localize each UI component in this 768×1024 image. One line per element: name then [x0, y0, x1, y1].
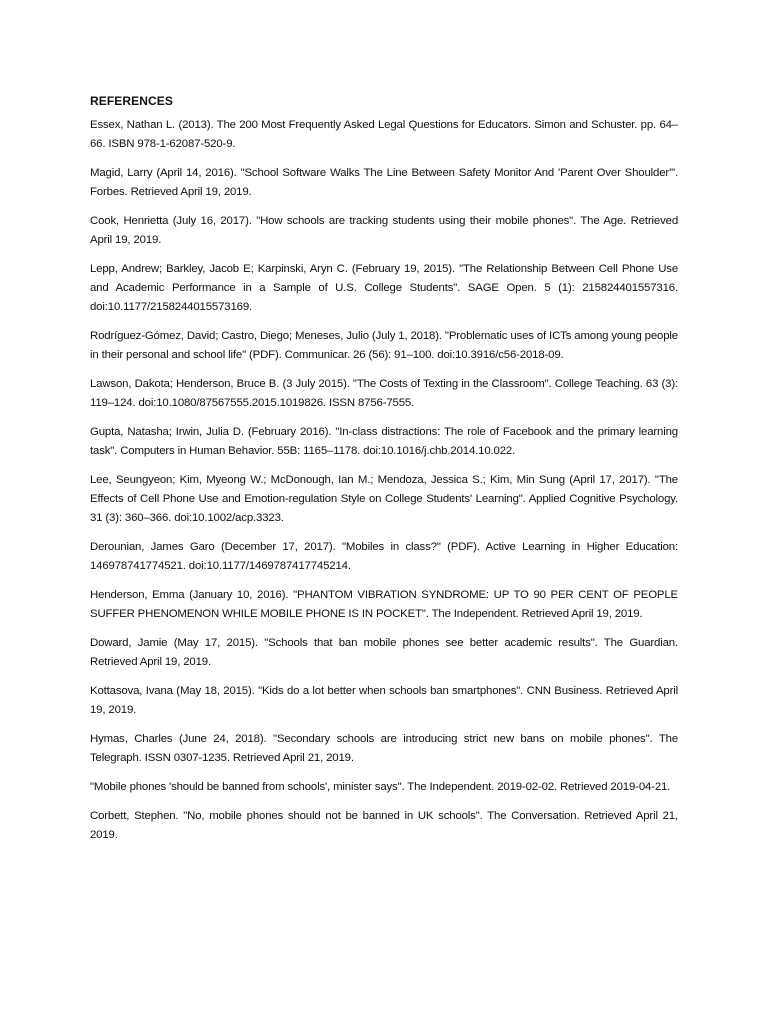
references-heading: REFERENCES	[90, 94, 174, 108]
reference-entry: Gupta, Natasha; Irwin, Julia D. (February 2016). "In-class distractions: The role of Facebook and the primary learning task". Computers in Human Behavior. 55B: 1165–1178. doi:10.1016/j.chb.2014.10.022.	[90, 426, 678, 457]
reference-entry: Hymas, Charles (June 24, 2018). "Secondary schools are introducing strict new bans on mobile phones". The Telegraph. ISSN 0307-1235. Retrieved April 21, 2019.	[90, 733, 678, 764]
document-page	[90, 93, 678, 855]
reference-entry: Lepp, Andrew; Barkley, Jacob E; Karpinski, Aryn C. (February 19, 2015). "The Relationship Between Cell Phone Use and Academic Performance in a Sample of U.S. College Students". SAGE Open. 5 (1): 215824401557316. doi:10.1177/2158244015573169.	[90, 263, 678, 313]
reference-entry: Essex, Nathan L. (2013). The 200 Most Frequently Asked Legal Questions for Educators. Simon and Schuster. pp. 64–66. ISBN 978-1-62087-520-9.	[90, 119, 678, 150]
reference-entry: Magid, Larry (April 14, 2016). "School Software Walks The Line Between Safety Monitor And 'Parent Over Shoulder'". Forbes. Retrieved April 19, 2019.	[90, 167, 678, 198]
reference-entry: Corbett, Stephen. "No, mobile phones should not be banned in UK schools". The Conversation. Retrieved April 21, 2019.	[90, 810, 678, 841]
reference-entry: Derounian, James Garo (December 17, 2017). "Mobiles in class?" (PDF). Active Learning in Higher Education: 146978741774521. doi:10.1177/1469787417745214.	[90, 541, 678, 572]
reference-entry: Henderson, Emma (January 10, 2016). "PHANTOM VIBRATION SYNDROME: UP TO 90 PER CENT OF PEOPLE SUFFER PHENOMENON WHILE MOBILE PHONE IS IN POCKET". The Independent. Retrieved April 19, 2019.	[90, 589, 678, 620]
reference-entry: Rodríguez-Gómez, David; Castro, Diego; Meneses, Julio (July 1, 2018). "Problematic uses of ICTs among young people in their personal and school life" (PDF). Communicar. 26 (56): 91–100. doi:10.3916/c56-2018-09.	[90, 330, 678, 361]
reference-entry: Doward, Jamie (May 17, 2015). "Schools that ban mobile phones see better academic results". The Guardian. Retrieved April 19, 2019.	[90, 637, 678, 668]
reference-entry: Kottasova, Ivana (May 18, 2015). "Kids do a lot better when schools ban smartphones". CNN Business. Retrieved April 19, 2019.	[90, 685, 678, 716]
reference-entry: Cook, Henrietta (July 16, 2017). "How schools are tracking students using their mobile phones". The Age. Retrieved April 19, 2019.	[90, 215, 678, 246]
reference-entry: Lee, Seungyeon; Kim, Myeong W.; McDonough, Ian M.; Mendoza, Jessica S.; Kim, Min Sung (April 17, 2017). "The Effects of Cell Phone Use and Emotion-regulation Style on College Students' Learning". Applied Cognitive Psychology. 31 (3): 360–366. doi:10.1002/acp.3323.	[90, 474, 678, 524]
reference-entry: "Mobile phones 'should be banned from schools', minister says". The Independent. 2019-02-02. Retrieved 2019-04-21.	[90, 781, 671, 793]
reference-list	[90, 116, 678, 845]
reference-entry: Lawson, Dakota; Henderson, Bruce B. (3 July 2015). "The Costs of Texting in the Classroom". College Teaching. 63 (3): 119–124. doi:10.1080/87567555.2015.1019826. ISSN 8756-7555.	[90, 378, 678, 409]
